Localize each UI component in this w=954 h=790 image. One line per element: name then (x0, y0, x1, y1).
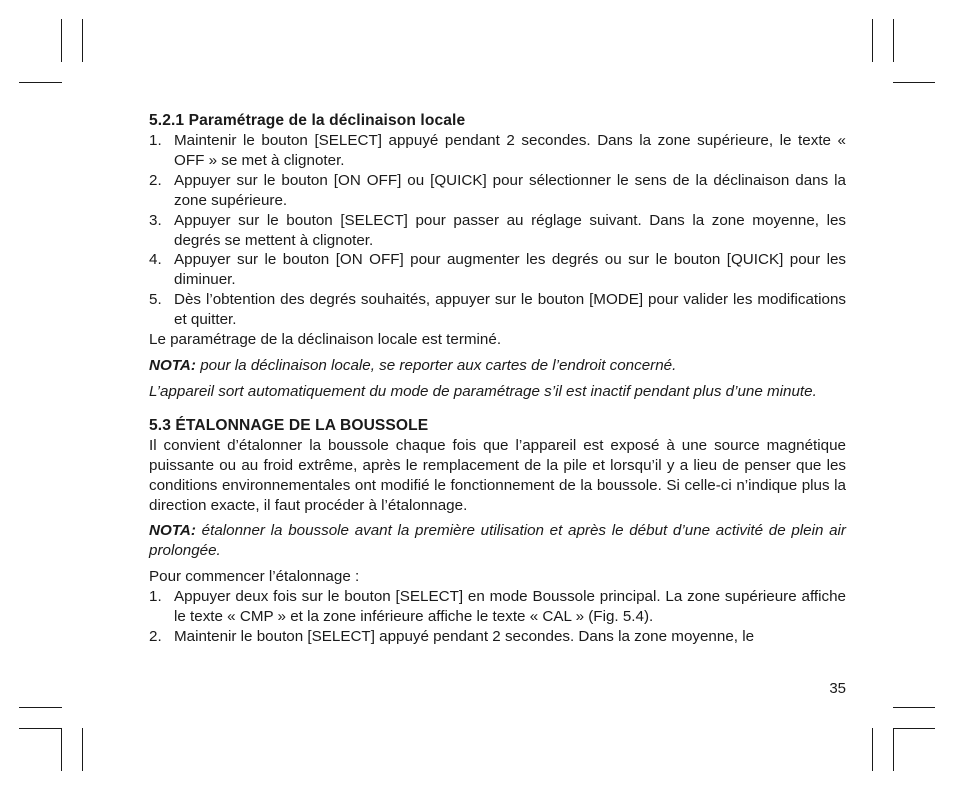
crop-mark (893, 82, 935, 83)
page-number: 35 (829, 680, 846, 697)
crop-mark (19, 728, 62, 729)
step-number: 1. (149, 132, 162, 149)
crop-mark (893, 19, 894, 62)
calibration-start: Pour commencer l’étalonnage : (149, 568, 360, 586)
step-number: 2. (149, 627, 162, 645)
list-item (149, 627, 846, 647)
calibration-note (149, 521, 846, 561)
crop-mark (61, 728, 62, 771)
crop-mark (19, 707, 62, 708)
step-text: Appuyer sur le bouton [ON OFF] pour augmenter les degrés ou sur le bouton [QUICK] pour les diminuer. (174, 251, 846, 289)
step-number: 4. (149, 251, 162, 269)
crop-mark (893, 728, 935, 729)
list-item (149, 250, 846, 290)
note-text: pour la déclinaison locale, se reporter aux cartes de l’endroit concerné. (195, 356, 677, 374)
list-item (149, 171, 846, 211)
crop-mark (893, 728, 894, 771)
step-text: Appuyer sur le bouton [SELECT] pour passer au réglage suivant. Dans la zone moyenne, les degrés se mettent à clignoter. (174, 211, 846, 249)
crop-mark (893, 707, 935, 708)
auto-exit-note: L’appareil sort automatiquement du mode de paramétrage s’il est inactif pendant plus d’une minute. (149, 382, 817, 400)
step-text: Appuyer sur le bouton [ON OFF] ou [QUICK] pour sélectionner le sens de la déclinaison dans la zone supérieure. (174, 171, 846, 209)
step-number: 1. (149, 588, 162, 606)
list-item (149, 131, 846, 171)
crop-mark (82, 728, 83, 771)
list-item (149, 587, 846, 627)
note-text: étalonner la boussole avant la première utilisation et après le début d’une activité de plein air prolongée. (149, 522, 846, 560)
crop-mark (82, 19, 83, 62)
step-text: Maintenir le bouton [SELECT] appuyé pendant 2 secondes. Dans la zone moyenne, le (174, 627, 755, 645)
page-content (149, 111, 846, 647)
crop-mark (19, 82, 62, 83)
list-item (149, 290, 846, 330)
step-text: Appuyer deux fois sur le bouton [SELECT] en mode Boussole principal. La zone supérieure affiche le texte « CMP » et la zone inférieure affiche le texte « CAL » (Fig. 5.4). (174, 588, 846, 626)
crop-mark (872, 728, 873, 771)
declination-steps (149, 131, 846, 330)
step-text: Dès l’obtention des degrés souhaités, appuyer sur le bouton [MODE] pour valider les modifications et quitter. (174, 291, 846, 329)
list-item (149, 211, 846, 251)
declination-note (149, 356, 846, 376)
crop-mark (872, 19, 873, 62)
calibration-intro: Il convient d’étalonner la boussole chaque fois que l’appareil est exposé à une source magnétique puissante ou au froid extrême, après le remplacement de la pile et lorsqu’il y a lieu de penser que les conditions environnementales ont modifié le fonctionnement de la boussole. Si celle-ci n’indique plus la direction exacte, il faut procéder à l’étalonnage. (149, 436, 846, 514)
step-number: 5. (149, 291, 162, 309)
step-number: 3. (149, 211, 162, 229)
section-heading-calibration: 5.3 ÉTALONNAGE DE LA BOUSSOLE (149, 416, 429, 434)
note-label: NOTA: (149, 356, 196, 374)
note-label: NOTA: (149, 522, 196, 540)
step-number: 2. (149, 171, 162, 189)
declination-conclusion: Le paramétrage de la déclinaison locale est terminé. (149, 331, 502, 349)
calibration-steps (149, 587, 846, 647)
crop-mark (61, 19, 62, 62)
section-heading-declination: 5.2.1 Paramétrage de la déclinaison locale (149, 112, 466, 129)
step-text: Maintenir le bouton [SELECT] appuyé pendant 2 secondes. Dans la zone supérieure, le texte « OFF » se met à clignoter. (174, 132, 846, 169)
